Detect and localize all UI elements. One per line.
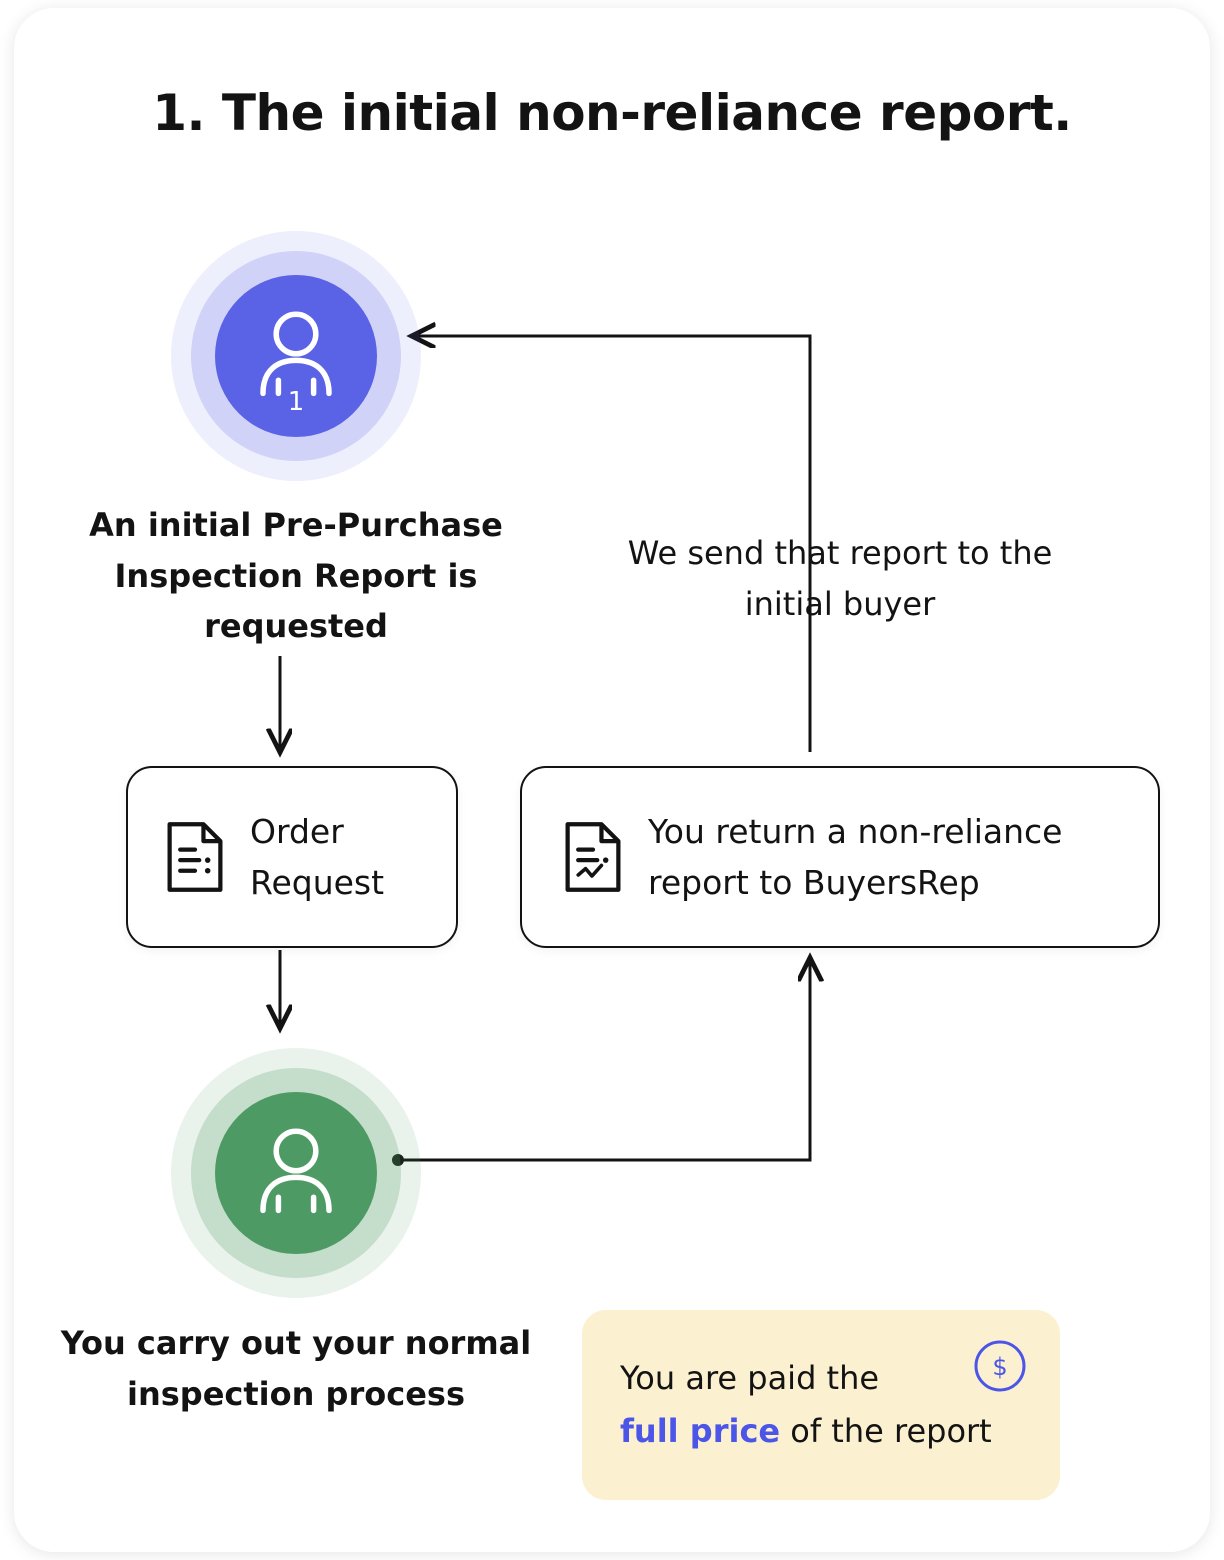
person-icon bbox=[241, 1118, 351, 1228]
document-icon bbox=[162, 820, 228, 894]
caption-send-report: We send that report to the initial buyer bbox=[627, 534, 1053, 624]
node-initial-buyer bbox=[166, 226, 426, 486]
box-return-report bbox=[520, 766, 1160, 948]
box-order-request-label: Order Request bbox=[250, 811, 385, 902]
node-inspector bbox=[166, 1043, 426, 1303]
payment-line-2-suffix: of the report bbox=[780, 1411, 992, 1450]
diagram-card bbox=[14, 8, 1210, 1552]
document-chart-icon bbox=[560, 820, 626, 894]
caption-initial-request: An initial Pre-Purchase Inspection Report is requested bbox=[89, 506, 503, 646]
page-title: 1. The initial non-reliance report. bbox=[152, 84, 1072, 142]
avatar-badge-number: 1 bbox=[287, 387, 305, 418]
payment-highlight: full price bbox=[620, 1411, 781, 1450]
svg-text:$: $ bbox=[992, 1353, 1008, 1381]
payment-line-1: You are paid the bbox=[620, 1359, 880, 1397]
caption-inspection-process: You carry out your normal inspection process bbox=[60, 1324, 532, 1413]
payment-callout bbox=[582, 1310, 1060, 1500]
dollar-coin-icon bbox=[972, 1338, 1028, 1394]
box-order-request bbox=[126, 766, 458, 948]
box-return-report-label: You return a non-reliance report to BuyersRep bbox=[648, 811, 1063, 902]
